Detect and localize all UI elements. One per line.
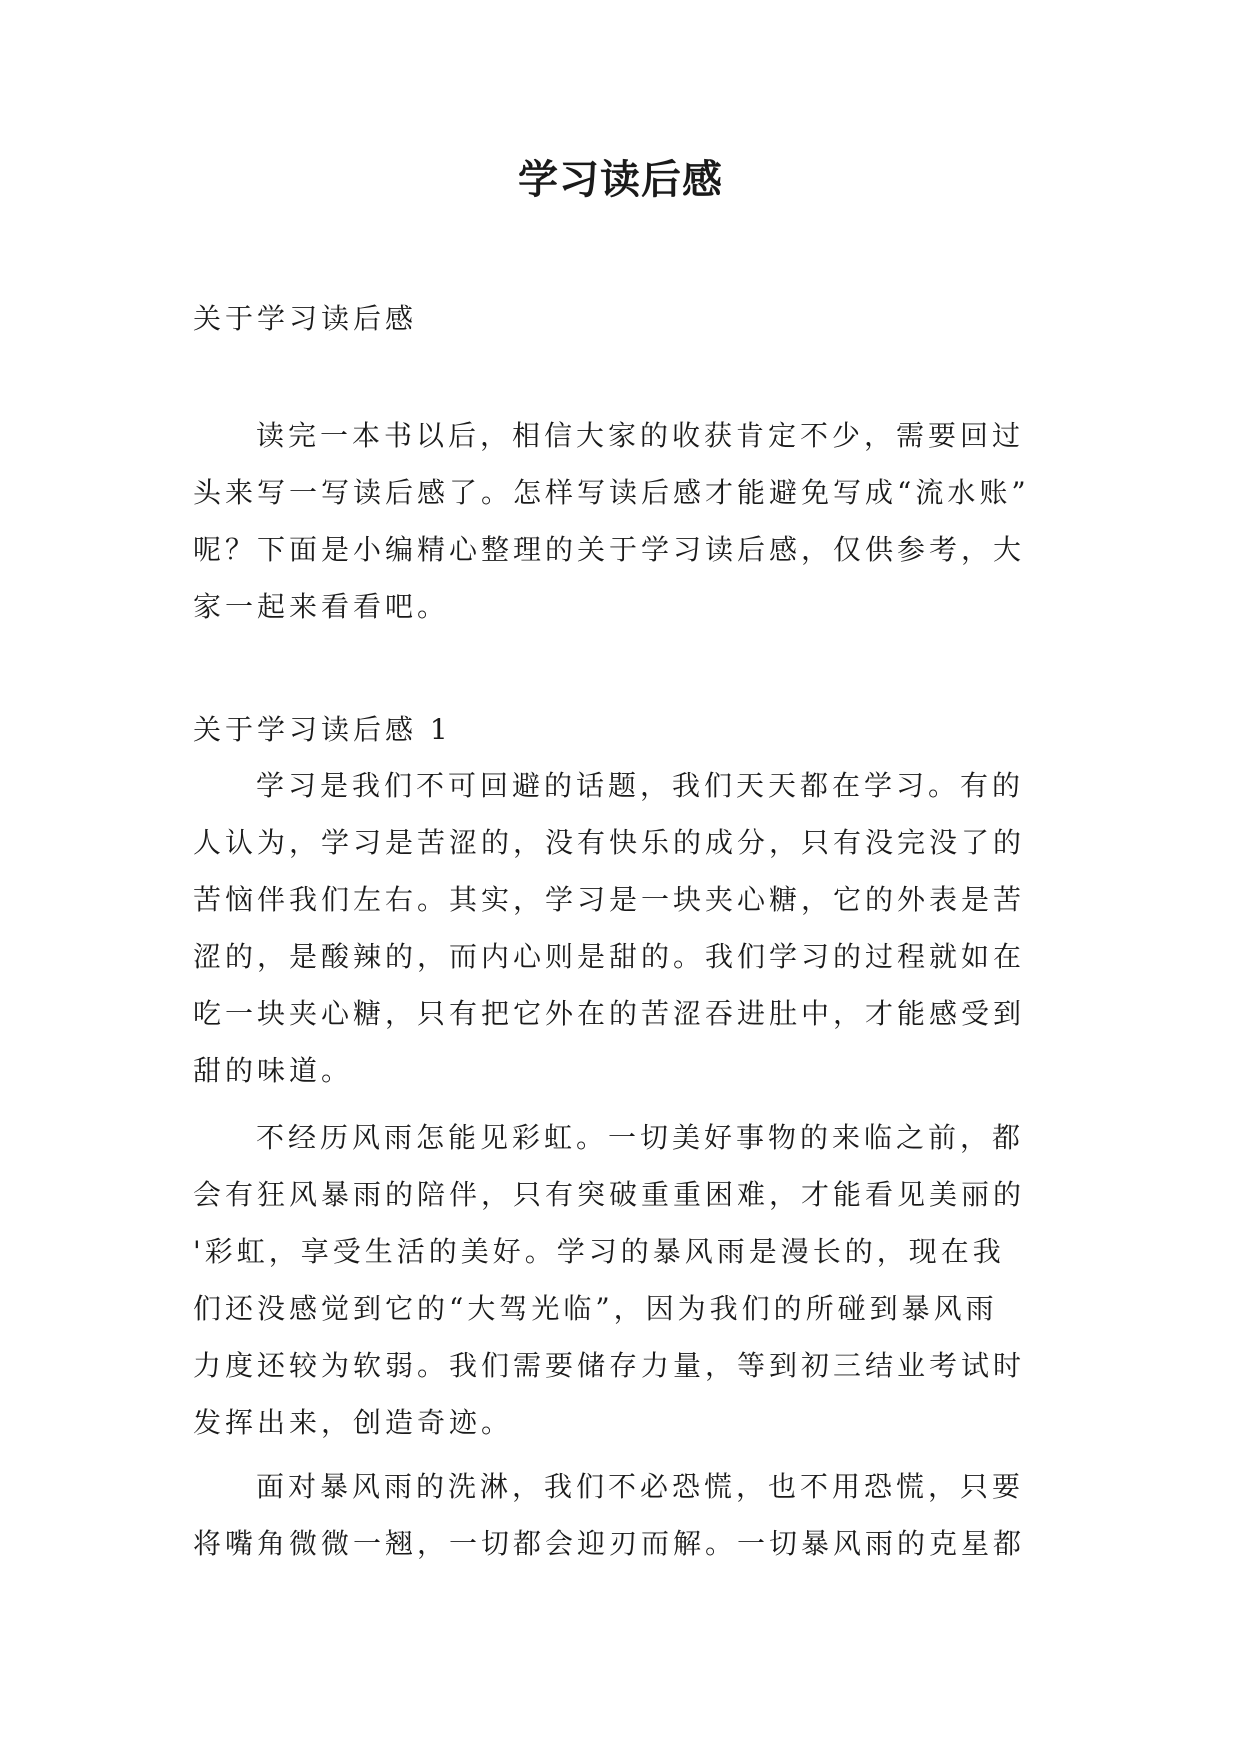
paragraph-line: 们还没感觉到它的“大驾光临”，因为我们的所碰到暴风雨 — [193, 1292, 998, 1325]
body-paragraph-2 — [193, 1109, 1053, 1451]
paragraph-line: '彩虹，享受生活的美好。学习的暴风雨是漫长的，现在我 — [193, 1235, 1005, 1268]
document-subtitle — [193, 290, 1053, 347]
intro-line: 读完一本书以后，相信大家的收获肯定不少，需要回过 — [256, 419, 1025, 452]
paragraph-line: 人认为，学习是苦涩的，没有快乐的成分，只有没完没了的 — [193, 826, 1026, 859]
intro-paragraph — [193, 407, 1053, 635]
paragraph-line: 不经历风雨怎能见彩虹。一切美好事物的来临之前，都 — [256, 1121, 1025, 1154]
paragraph-line: 吃一块夹心糖，只有把它外在的苦涩吞进肚中，才能感受到 — [193, 997, 1026, 1030]
paragraph-line: 涩的，是酸辣的，而内心则是甜的。我们学习的过程就如在 — [193, 940, 1026, 973]
body-paragraph-1 — [193, 757, 1053, 1099]
paragraph-line: 苦恼伴我们左右。其实，学习是一块夹心糖，它的外表是苦 — [193, 883, 1026, 916]
paragraph-line: 学习是我们不可回避的话题，我们天天都在学习。有的 — [256, 769, 1025, 802]
paragraph-line: 将嘴角微微一翘，一切都会迎刃而解。一切暴风雨的克星都 — [193, 1527, 1026, 1560]
intro-line: 呢？下面是小编精心整理的关于学习读后感，仅供参考，大 — [193, 533, 1026, 566]
paragraph-line: 发挥出来，创造奇迹。 — [193, 1406, 514, 1439]
section-heading-text: 关于学习读后感 1 — [193, 713, 452, 746]
subtitle-text: 关于学习读后感 — [193, 302, 418, 335]
section-heading — [193, 701, 1053, 758]
paragraph-line: 力度还较为软弱。我们需要储存力量，等到初三结业考试时 — [193, 1349, 1026, 1382]
body-paragraph-3 — [193, 1458, 1053, 1572]
intro-line: 家一起来看看吧。 — [193, 590, 450, 623]
paragraph-line: 甜的味道。 — [193, 1054, 354, 1087]
paragraph-line: 会有狂风暴雨的陪伴，只有突破重重困难，才能看见美丽的 — [193, 1178, 1026, 1211]
paragraph-line: 面对暴风雨的洗淋，我们不必恐慌，也不用恐慌，只要 — [256, 1470, 1025, 1503]
intro-line: 头来写一写读后感了。怎样写读后感才能避免写成“流水账” — [193, 476, 1030, 509]
document-title: 学习读后感 — [518, 157, 723, 203]
